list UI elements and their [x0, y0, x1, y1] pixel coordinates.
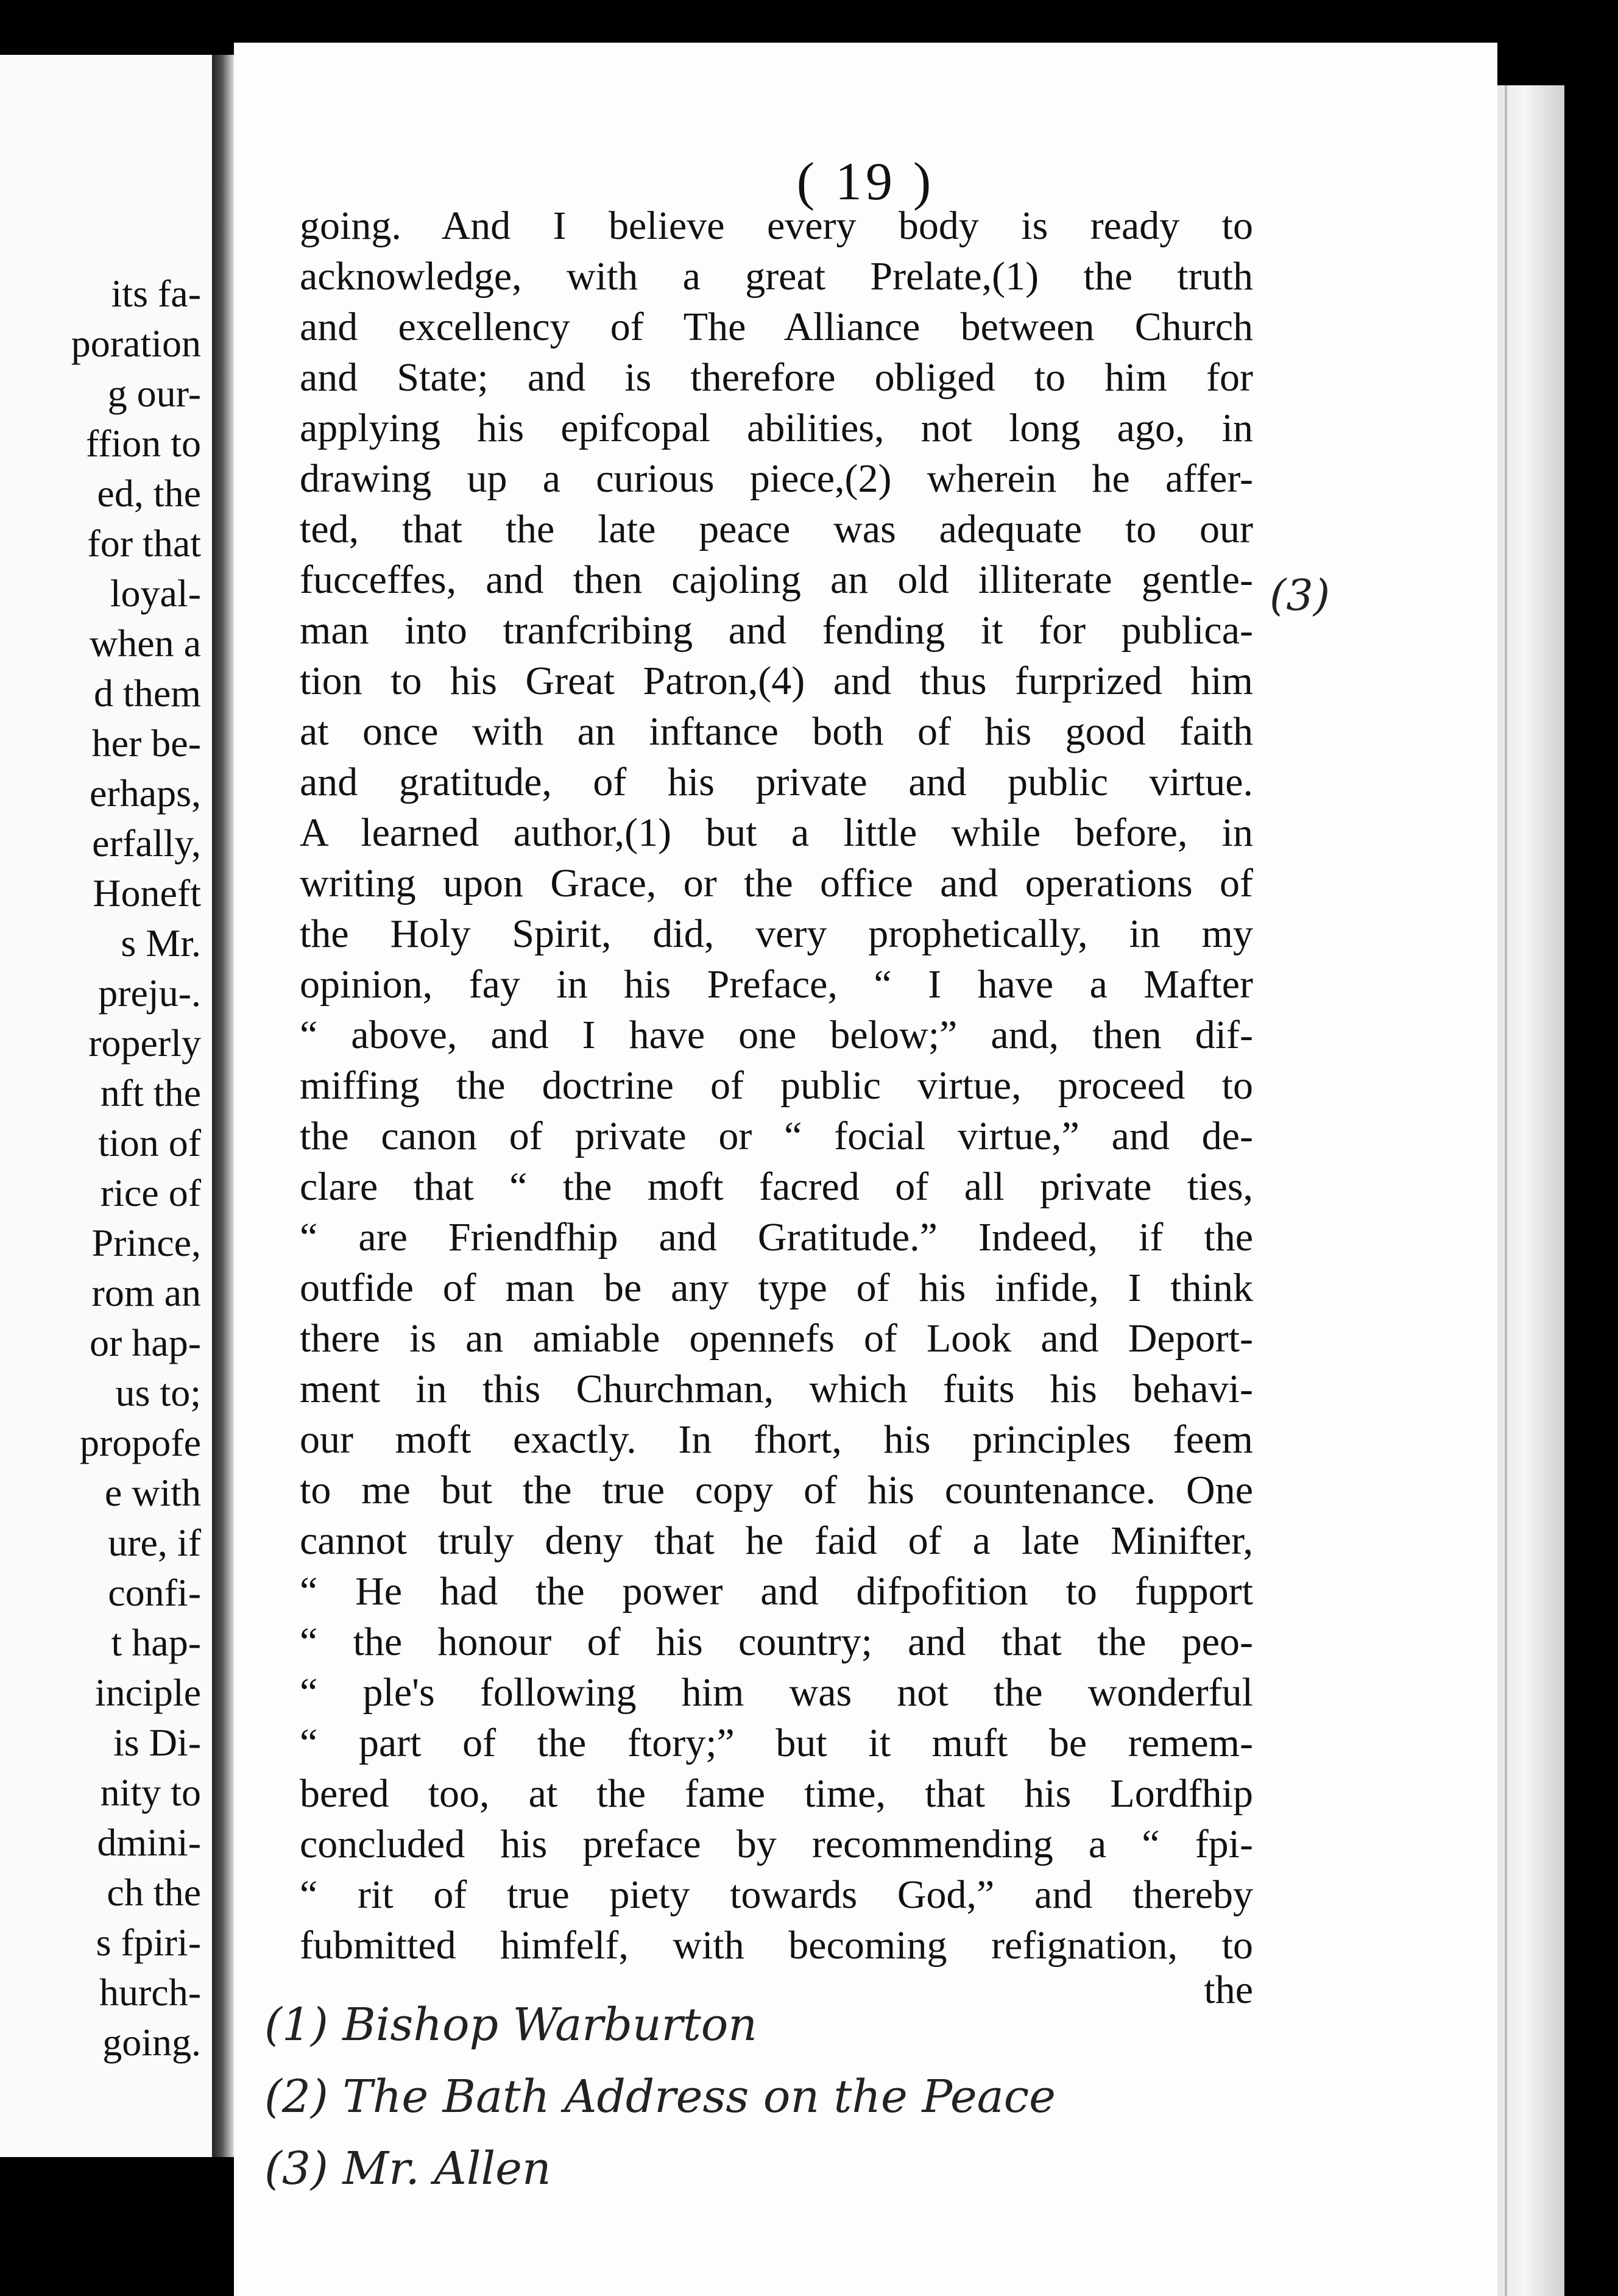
left-page-line: rom an [91, 1271, 201, 1314]
text-line: “ above, and I have one below;” and, then dif- [300, 1013, 1253, 1057]
left-page-line: ed, the [97, 472, 201, 515]
page-edge-line [1505, 85, 1507, 2296]
text-line: outfide of man be any type of his infide, I think [300, 1266, 1253, 1310]
text-line: our moft exactly. In fhort, his principles feem [300, 1417, 1253, 1462]
text-line: man into tranfcribing and fending it for publica- [300, 608, 1253, 653]
left-page-line: her be- [91, 721, 201, 765]
margin-annotation: (3) [1270, 570, 1330, 620]
left-page-line: tion of [98, 1121, 201, 1164]
left-page-line: erhaps, [89, 771, 201, 815]
page-edge [1497, 85, 1564, 2296]
text-line: “ part of the ftory;” but it muft be remem- [300, 1721, 1253, 1765]
left-page-line: propofe [79, 1421, 201, 1464]
handwritten-footnote: (1) Bishop Warburton [264, 1999, 757, 2051]
text-line: to me but the true copy of his countenance. One [300, 1468, 1253, 1512]
text-line: A learned author,(1) but a little while before, in [300, 810, 1253, 855]
left-page-line: us to; [115, 1371, 201, 1414]
text-line: the Holy Spirit, did, very prophetically, in my [300, 912, 1253, 956]
book-gutter [212, 55, 234, 2157]
handwritten-footnote: (2) The Bath Address on the Peace [264, 2071, 1056, 2123]
text-line: tion to his Great Patron,(4) and thus furprized him [300, 659, 1253, 703]
text-line: at once with an inftance both of his good faith [300, 709, 1253, 754]
left-page-line: t hap- [111, 1621, 201, 1664]
left-page-line: nft the [100, 1071, 201, 1114]
left-page-line: loyal- [110, 572, 201, 615]
main-page [234, 43, 1497, 2296]
page-number: ( 19 ) [796, 152, 935, 211]
left-page-line: ffion to [85, 422, 201, 465]
left-page-line: poration [71, 322, 201, 365]
left-page-line: dmini- [97, 1821, 201, 1864]
text-line: acknowledge, with a great Prelate,(1) the truth [300, 254, 1253, 299]
left-page-line: hurch- [99, 1971, 201, 2014]
text-line: writing upon Grace, or the office and operations of [300, 861, 1253, 905]
catchword: the [1204, 1968, 1253, 2012]
text-line: the canon of private or “ focial virtue,” and de- [300, 1114, 1253, 1158]
text-line: applying his epifcopal abilities, not long ago, in [300, 406, 1253, 450]
left-page-line: nity to [100, 1771, 201, 1814]
text-line: and State; and is therefore obliged to him for [300, 355, 1253, 400]
left-page-line: e with [104, 1471, 201, 1514]
left-page-line: s Mr. [121, 921, 201, 965]
left-page-line: ure, if [108, 1521, 201, 1564]
left-page-line: roperly [88, 1021, 201, 1065]
left-page-line: or hap- [89, 1321, 201, 1364]
left-page-line: ch the [107, 1871, 201, 1914]
text-line: and gratitude, of his private and public virtue. [300, 760, 1253, 804]
left-page-line: its fa- [111, 272, 201, 315]
text-line: “ rit of true piety towards God,” and thereby [300, 1873, 1253, 1917]
left-page-line: g our- [107, 372, 201, 415]
text-line: opinion, fay in his Preface, “ I have a Mafter [300, 962, 1253, 1007]
left-page-line: going. [102, 2021, 201, 2064]
text-line: ment in this Churchman, which fuits his behavi- [300, 1367, 1253, 1411]
left-page-line: preju-. [98, 971, 201, 1015]
handwritten-footnote: (3) Mr. Allen [264, 2142, 551, 2195]
left-page-line: for that [87, 522, 201, 565]
left-page-line: Prince, [91, 1221, 201, 1264]
left-page [0, 55, 212, 2157]
left-page-line: rice of [100, 1171, 201, 1214]
text-line: “ He had the power and difpofition to fupport [300, 1569, 1253, 1614]
text-line: bered too, at the fame time, that his Lordfhip [300, 1771, 1253, 1816]
left-page-line: confi- [108, 1571, 201, 1614]
left-page-line: d them [94, 671, 201, 715]
text-line: going. And I believe every body is ready to [300, 204, 1253, 248]
text-line: fucceffes, and then cajoling an old illiterate gentle- [300, 558, 1253, 602]
text-line: and excellency of The Alliance between Church [300, 305, 1253, 349]
text-line: miffing the doctrine of public virtue, proceed to [300, 1063, 1253, 1108]
left-page-line: s fpiri- [96, 1921, 201, 1964]
text-line: clare that “ the moft facred of all private ties, [300, 1164, 1253, 1209]
text-line: “ the honour of his country; and that the peo- [300, 1620, 1253, 1664]
text-line: concluded his preface by recommending a “ fpi- [300, 1822, 1253, 1866]
left-page-line: Honeft [93, 871, 201, 915]
left-page-line: is Di- [113, 1721, 201, 1764]
text-line: ted, that the late peace was adequate to our [300, 507, 1253, 551]
text-line: drawing up a curious piece,(2) wherein he affer- [300, 456, 1253, 501]
text-line: there is an amiable opennefs of Look and Deport- [300, 1316, 1253, 1361]
text-line: cannot truly deny that he faid of a late Minifter, [300, 1518, 1253, 1563]
left-page-line: inciple [94, 1671, 201, 1714]
text-line: fubmitted himfelf, with becoming refignation, to [300, 1923, 1253, 1968]
left-page-line: erfally, [92, 821, 201, 865]
text-line: “ ple's following him was not the wonderful [300, 1670, 1253, 1715]
left-page-line: when a [89, 622, 201, 665]
text-line: “ are Friendfhip and Gratitude.” Indeed, if the [300, 1215, 1253, 1260]
